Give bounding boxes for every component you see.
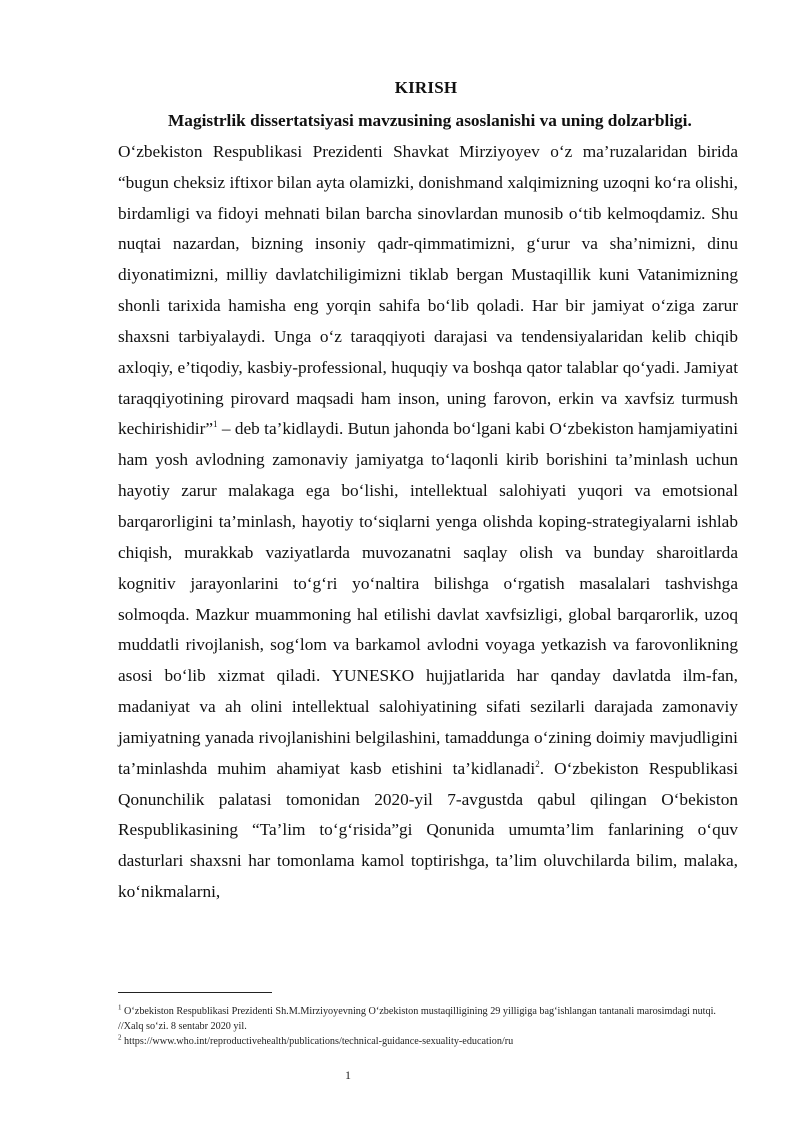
paragraph-text-part3: . O‘zbekiston Respublikasi Qonunchilik palatasi tomonidan 2020-yil 7-avgustda qabul qilingan O‘bekiston Respublikasining “Ta’lim to‘g‘risida”gi Qonunida umumta’lim fanlarining o‘quv dasturlari shaxsni har tomonlama kamol toptirishga, ta’lim oluvchilarda bilim, malaka, ko‘nikmalarni,: [118, 758, 738, 902]
body-text: [118, 106, 738, 908]
footnote-1: [118, 1004, 738, 1034]
section-subtitle: Magistrlik dissertatsiyasi mavzusining asoslanishi va uning dolzarbligi.: [168, 111, 692, 130]
paragraph-text-part1: O‘zbekiston Respublikasi Prezidenti Shavkat Mirziyoyev o‘z ma’ruzalaridan birida “bugun cheksiz iftixor bilan ayta olamizki, donishmand xalqimizning uzoqni ko‘ra olishi, birdamligi va fidoyi mehnati bilan barcha sinovlardan munosib o‘tib kelmoqdamiz. Shu nuqtai nazardan, bizning insoniy qadr-qimmatimizni, g‘urur va sha’nimizni, dinu diyonatimizni, milliy davlatchiligimizni tiklab bergan Mustaqillik kuni Vatanimizning shonli tarixida hamisha eng yorqin sahifa bo‘lib qoladi. Har bir jamiyat o‘ziga zarur shaxsni tarbiyalaydi. Unga o‘z taraqqiyoti darajasi va tendensiyalaridan kelib chiqib axloqiy, e’tiqodiy, kasbiy-professional, huquqiy va boshqa qator talablar qo‘yadi. Jamiyat taraqqiyotining pirovard maqsadi ham inson, uning farovon, erkin va xavfsiz turmush kechirishidir”: [118, 141, 738, 439]
footnotes: [118, 1004, 738, 1049]
page-number: 1: [345, 1068, 351, 1082]
footnote-number-1: 1: [118, 1003, 122, 1012]
paragraph-text-part2: – deb ta’kidlaydi. Butun jahonda bo‘lgani kabi O‘zbekiston hamjamiyatini ham yosh avlodning zamonaviy jamiyatga to‘laqonli kirib borishini ta’minlash uchun hayotiy zarur malakaga ega bo‘lishi, intellektual salohiyati yuqori va emotsional barqarorligini ta’minlash, hayotiy to‘siqlarni yenga olishda koping-strategiyalarni ishlab chiqish, murakkab vaziyatlarda muvozanatni saqlay olish va bunday sharoitlarda kognitiv jarayonlarini to‘g‘ri yo‘naltira bilishga o‘rgatish masalalari tashvishga solmoqda. Mazkur muammoning hal etilishi davlat xavfsizligi, global barqarorlik, uzoq muddatli rivojlanish, sog‘lom va barkamol avlodni voyaga yetkazish va farovonlikning asosi bo‘lib xizmat qiladi. YUNESKO hujjatlarida har qanday davlatda ilm-fan, madaniyat va ah olini intellektual salohiyatining sifati sezilarli darajada zamonaviy jamiyatning yanada rivojlanishini belgilashini, tamaddunga o‘zining doimiy mavjudligini ta’minlashda muhim ahamiyat kasb etishini ta’kidlanadi: [118, 419, 738, 778]
footnote-text-1: O‘zbekiston Respublikasi Prezidenti Sh.M.Mirziyoyevning O‘zbekiston mustaqilligining 29 yilligiga bag‘ishlangan tantanali marosimdagi nutqi. //Xalq so‘zi. 8 sentabr 2020 yil.: [118, 1006, 716, 1032]
footnote-link-2[interactable]: https://www.who.int/reproductivehealth/publications/technical-guidance-sexuality-education/ru: [121, 1036, 514, 1047]
footnote-number-2: 2: [118, 1033, 122, 1042]
footnote-2: [118, 1034, 738, 1049]
footnote-ref-2[interactable]: 2: [535, 758, 540, 769]
footnote-separator: [118, 992, 272, 993]
body-paragraph: [118, 137, 738, 908]
footnote-ref-1[interactable]: 1: [213, 419, 218, 430]
section-heading: KIRISH: [394, 78, 458, 97]
